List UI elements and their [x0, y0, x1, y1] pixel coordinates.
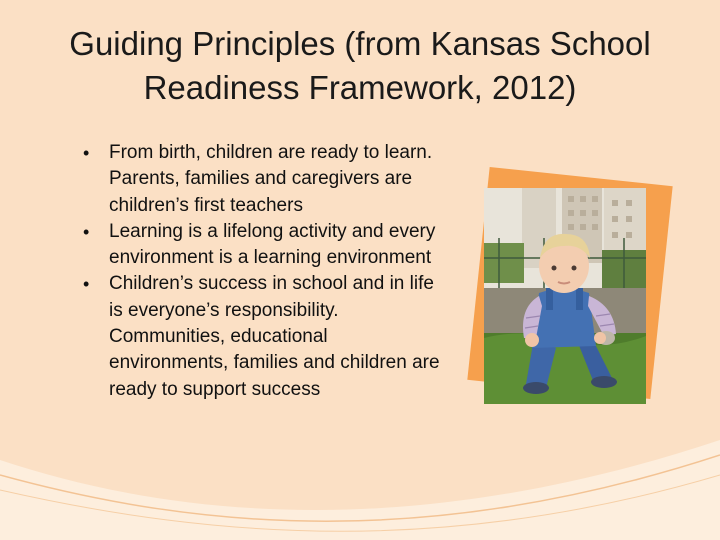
bullet-marker: •	[83, 143, 90, 163]
bullet-text: From birth, children are ready to learn. Parents, families and caregivers are children’s first teachers	[109, 142, 433, 216]
bullet-item	[80, 140, 450, 219]
bullet-marker: •	[83, 221, 90, 242]
child-illustration	[484, 188, 646, 404]
bullet-item	[80, 219, 450, 272]
photo-group	[470, 168, 680, 398]
child-photo	[484, 188, 646, 404]
bullet-marker: •	[83, 274, 90, 295]
bullet-text: Children’s success in school and in life is everyone’s responsibility. Communities, educational environments, families and children are ready to support success	[109, 273, 440, 400]
decorative-wave	[0, 400, 720, 540]
slide-title: Guiding Principles (from Kansas School Readiness Framework, 2012)	[69, 25, 651, 106]
bullet-text: Learning is a lifelong activity and every environment is a learning environment	[109, 220, 436, 269]
bullet-list	[80, 140, 450, 403]
bullet-item	[80, 271, 450, 402]
